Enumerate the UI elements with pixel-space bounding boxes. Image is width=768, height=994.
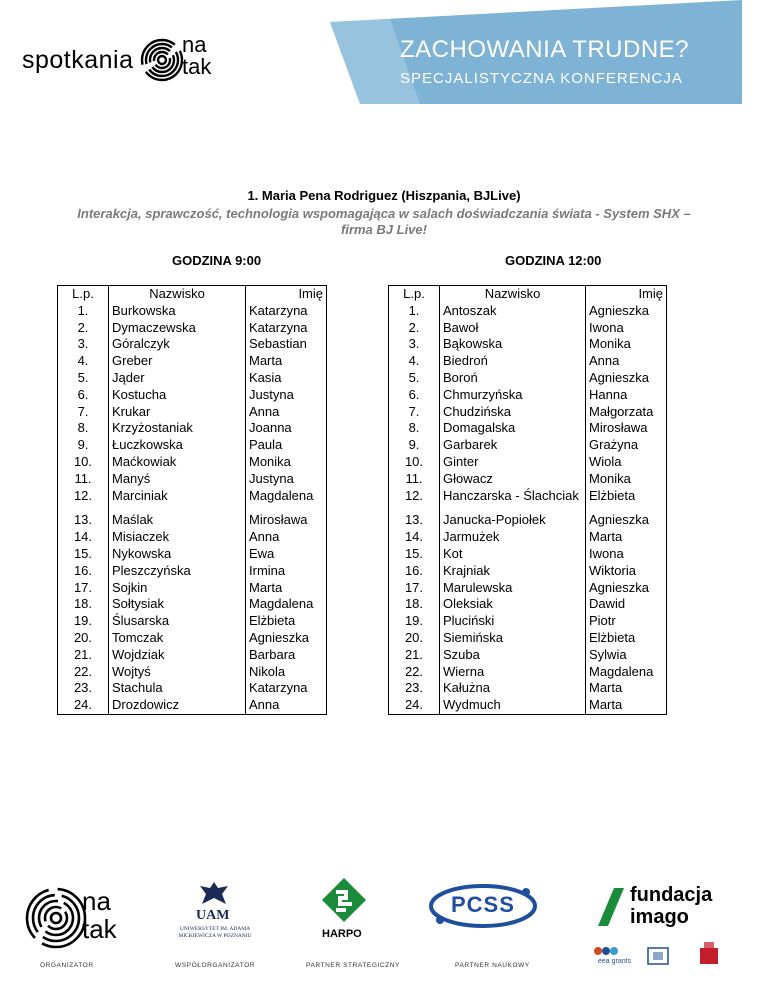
cell-surname: Jarmużek bbox=[440, 529, 586, 546]
cell-lp: 6. bbox=[58, 387, 109, 404]
conference-banner bbox=[330, 0, 742, 104]
cell-lp: 5. bbox=[58, 370, 109, 387]
table-row bbox=[389, 630, 667, 647]
cell-surname: Kostucha bbox=[109, 387, 246, 404]
cell-name: Mirosława bbox=[586, 420, 667, 437]
cell-name: Iwona bbox=[586, 546, 667, 563]
cell-surname: Kot bbox=[440, 546, 586, 563]
table-row bbox=[389, 404, 667, 421]
table-row bbox=[58, 353, 327, 370]
table-row bbox=[389, 420, 667, 437]
cell-surname: Nykowska bbox=[109, 546, 246, 563]
column-header-surname: Nazwisko bbox=[109, 286, 246, 303]
cell-name: Monika bbox=[246, 454, 327, 471]
logo-tak: tak bbox=[182, 54, 212, 79]
table-row bbox=[58, 488, 327, 505]
table-row bbox=[389, 336, 667, 353]
cell-lp: 1. bbox=[58, 303, 109, 320]
cell-surname: Oleksiak bbox=[440, 596, 586, 613]
table-row bbox=[389, 353, 667, 370]
table-row bbox=[58, 563, 327, 580]
banner-subtitle: SPECJALISTYCZNA KONFERENCJA bbox=[400, 70, 683, 87]
cell-name: Anna bbox=[586, 353, 667, 370]
cell-surname: Boroń bbox=[440, 370, 586, 387]
cell-name: Elżbieta bbox=[586, 630, 667, 647]
cell-lp: 13. bbox=[389, 512, 440, 529]
coorganizer-label: WSPÓŁORGANIZATOR bbox=[175, 962, 256, 969]
cell-lp: 19. bbox=[58, 613, 109, 630]
table-row bbox=[389, 680, 667, 697]
cell-name: Monika bbox=[586, 336, 667, 353]
cell-name: Monika bbox=[586, 471, 667, 488]
cell-surname: Kałużna bbox=[440, 680, 586, 697]
cell-name: Agnieszka bbox=[586, 370, 667, 387]
cell-name: Marta bbox=[246, 580, 327, 597]
cell-lp: 6. bbox=[389, 387, 440, 404]
eea-grants-icon bbox=[592, 944, 622, 958]
cell-surname: Bawoł bbox=[440, 320, 586, 337]
cell-surname: Siemińska bbox=[440, 630, 586, 647]
cell-name: Joanna bbox=[246, 420, 327, 437]
fingerprint-icon bbox=[140, 38, 184, 82]
cell-name: Katarzyna bbox=[246, 303, 327, 320]
pcss-name: PCSS bbox=[451, 892, 515, 917]
cell-lp: 3. bbox=[58, 336, 109, 353]
cell-name: Elżbieta bbox=[246, 613, 327, 630]
cell-lp: 24. bbox=[58, 697, 109, 714]
cell-lp: 17. bbox=[58, 580, 109, 597]
cell-name: Agnieszka bbox=[586, 303, 667, 320]
cell-surname: Krzyżostaniak bbox=[109, 420, 246, 437]
table-row bbox=[389, 303, 667, 320]
column-header-name: Imię bbox=[586, 286, 667, 303]
cell-lp: 7. bbox=[389, 404, 440, 421]
cell-surname: Ginter bbox=[440, 454, 586, 471]
table-row bbox=[389, 546, 667, 563]
cell-lp: 7. bbox=[58, 404, 109, 421]
table-row bbox=[58, 303, 327, 320]
table-row bbox=[58, 630, 327, 647]
organizer-na: na bbox=[82, 886, 111, 916]
cell-name: Irmina bbox=[246, 563, 327, 580]
cell-lp: 14. bbox=[58, 529, 109, 546]
table-row bbox=[389, 697, 667, 714]
cell-surname: Krukar bbox=[109, 404, 246, 421]
cell-lp: 13. bbox=[58, 512, 109, 529]
slash-icon bbox=[598, 888, 624, 926]
cell-name: Marta bbox=[586, 680, 667, 697]
cell-surname: Marciniak bbox=[109, 488, 246, 505]
cell-surname: Antoszak bbox=[440, 303, 586, 320]
cell-lp: 10. bbox=[389, 454, 440, 471]
cell-name: Agnieszka bbox=[586, 580, 667, 597]
cell-surname: Janucka-Popiołek bbox=[440, 512, 586, 529]
cell-lp: 23. bbox=[389, 680, 440, 697]
cell-lp: 3. bbox=[389, 336, 440, 353]
cell-surname: Sojkin bbox=[109, 580, 246, 597]
lecture-title: 1. Maria Pena Rodriguez (Hiszpania, BJLive) bbox=[247, 188, 521, 203]
table-row bbox=[389, 387, 667, 404]
cell-name: Iwona bbox=[586, 320, 667, 337]
cell-surname: Krajniak bbox=[440, 563, 586, 580]
cell-lp: 15. bbox=[389, 546, 440, 563]
cell-name: Kasia bbox=[246, 370, 327, 387]
cell-name: Anna bbox=[246, 529, 327, 546]
table-row bbox=[389, 488, 667, 505]
table-row bbox=[389, 471, 667, 488]
cell-lp: 5. bbox=[389, 370, 440, 387]
table-row bbox=[58, 680, 327, 697]
cell-surname: Tomczak bbox=[109, 630, 246, 647]
cell-surname: Manyś bbox=[109, 471, 246, 488]
cell-surname: Pleszczyńska bbox=[109, 563, 246, 580]
participants-table-9 bbox=[57, 285, 327, 715]
cell-surname: Głowacz bbox=[440, 471, 586, 488]
lecture-description: Interakcja, sprawczość, technologia wspomagająca w salach doświadczania świata - System SHX – firma BJ Live! bbox=[77, 206, 691, 237]
uam-eagle-icon bbox=[196, 880, 232, 908]
cell-surname: Marulewska bbox=[440, 580, 586, 597]
cell-surname: Wierna bbox=[440, 664, 586, 681]
table-row bbox=[58, 697, 327, 714]
group-separator bbox=[58, 504, 327, 512]
cell-surname: Maćkowiak bbox=[109, 454, 246, 471]
logo-text: spotkania bbox=[22, 46, 134, 74]
table-row bbox=[58, 320, 327, 337]
imago-text: imago bbox=[630, 906, 689, 928]
cell-lp: 9. bbox=[389, 437, 440, 454]
spotkania-na-tak-logo bbox=[22, 32, 232, 88]
cell-surname: Biedroń bbox=[440, 353, 586, 370]
cell-surname: Chmurzyńska bbox=[440, 387, 586, 404]
cell-name: Elżbieta bbox=[586, 488, 667, 505]
cell-name: Hanna bbox=[586, 387, 667, 404]
cell-surname: Góralczyk bbox=[109, 336, 246, 353]
cell-surname: Domagalska bbox=[440, 420, 586, 437]
partners-footer bbox=[0, 870, 768, 994]
fundacja-batorego-icon bbox=[646, 946, 670, 966]
cell-name: Marta bbox=[586, 697, 667, 714]
participants-table-12 bbox=[388, 285, 667, 715]
logo-na: na bbox=[182, 32, 207, 57]
cell-lp: 1. bbox=[389, 303, 440, 320]
cell-surname: Wojtyś bbox=[109, 664, 246, 681]
cell-surname: Szuba bbox=[440, 647, 586, 664]
cell-surname: Sołtysiak bbox=[109, 596, 246, 613]
cell-lp: 2. bbox=[389, 320, 440, 337]
cell-lp: 19. bbox=[389, 613, 440, 630]
table-row bbox=[58, 471, 327, 488]
table-row bbox=[58, 420, 327, 437]
cell-surname: Dymaczewska bbox=[109, 320, 246, 337]
organizer-tak: tak bbox=[82, 914, 117, 944]
cell-lp: 17. bbox=[389, 580, 440, 597]
table-row bbox=[58, 387, 327, 404]
cell-lp: 11. bbox=[389, 471, 440, 488]
cell-lp: 14. bbox=[389, 529, 440, 546]
column-header-lp: L.p. bbox=[58, 286, 109, 303]
table-row bbox=[58, 596, 327, 613]
cell-name: Agnieszka bbox=[246, 630, 327, 647]
cell-lp: 24. bbox=[389, 697, 440, 714]
table-row bbox=[389, 454, 667, 471]
science-partner-label: PARTNER NAUKOWY bbox=[455, 962, 530, 969]
table-row bbox=[389, 580, 667, 597]
cell-name: Magdalena bbox=[586, 664, 667, 681]
cell-name: Agnieszka bbox=[586, 512, 667, 529]
cell-name: Małgorzata bbox=[586, 404, 667, 421]
banner-title: ZACHOWANIA TRUDNE? bbox=[400, 36, 690, 63]
cell-lp: 9. bbox=[58, 437, 109, 454]
cell-name: Dawid bbox=[586, 596, 667, 613]
cell-name: Paula bbox=[246, 437, 327, 454]
organizer-label: ORGANIZATOR bbox=[40, 962, 94, 969]
cell-lp: 18. bbox=[389, 596, 440, 613]
uam-name: UAM bbox=[196, 908, 230, 923]
harpo-logo-icon bbox=[322, 878, 366, 928]
session-time-1: GODZINA 9:00 bbox=[172, 253, 262, 268]
cell-name: Marta bbox=[246, 353, 327, 370]
uam-text: UNIWERSYTET IM. ADAMA MICKIEWICZA W POZNANIU bbox=[178, 926, 252, 939]
cell-surname: Chudzińska bbox=[440, 404, 586, 421]
cell-surname: Wojdziak bbox=[109, 647, 246, 664]
cell-lp: 2. bbox=[58, 320, 109, 337]
table-row bbox=[389, 370, 667, 387]
cell-lp: 21. bbox=[58, 647, 109, 664]
cell-surname: Greber bbox=[109, 353, 246, 370]
cell-lp: 8. bbox=[58, 420, 109, 437]
fundacja-text: fundacja bbox=[630, 884, 713, 906]
cell-lp: 12. bbox=[58, 488, 109, 505]
cell-lp: 18. bbox=[58, 596, 109, 613]
cell-name: Grażyna bbox=[586, 437, 667, 454]
table-row bbox=[389, 613, 667, 630]
table-row bbox=[58, 546, 327, 563]
cell-lp: 16. bbox=[58, 563, 109, 580]
session-time-2: GODZINA 12:00 bbox=[505, 253, 602, 268]
cell-name: Justyna bbox=[246, 471, 327, 488]
table-row bbox=[389, 437, 667, 454]
cell-name: Sebastian bbox=[246, 336, 327, 353]
cell-lp: 22. bbox=[389, 664, 440, 681]
cell-lp: 8. bbox=[389, 420, 440, 437]
cell-name: Magdalena bbox=[246, 596, 327, 613]
cell-lp: 15. bbox=[58, 546, 109, 563]
group-separator bbox=[389, 504, 667, 512]
table-row bbox=[58, 370, 327, 387]
cell-name: Nikola bbox=[246, 664, 327, 681]
table-row bbox=[389, 320, 667, 337]
cell-surname: Maślak bbox=[109, 512, 246, 529]
cell-lp: 4. bbox=[389, 353, 440, 370]
table-row bbox=[58, 664, 327, 681]
column-header-surname: Nazwisko bbox=[440, 286, 586, 303]
table-row bbox=[58, 512, 327, 529]
table-row bbox=[389, 596, 667, 613]
column-header-name: Imię bbox=[246, 286, 327, 303]
cell-surname: Garbarek bbox=[440, 437, 586, 454]
cell-lp: 21. bbox=[389, 647, 440, 664]
cell-surname: Bąkowska bbox=[440, 336, 586, 353]
cell-surname: Jąder bbox=[109, 370, 246, 387]
strategic-partner-label: PARTNER STRATEGICZNY bbox=[306, 962, 400, 969]
red-sponsor-icon bbox=[698, 942, 720, 968]
table-row bbox=[389, 647, 667, 664]
column-header-lp: L.p. bbox=[389, 286, 440, 303]
cell-surname: Stachula bbox=[109, 680, 246, 697]
table-row bbox=[389, 529, 667, 546]
cell-name: Marta bbox=[586, 529, 667, 546]
cell-name: Piotr bbox=[586, 613, 667, 630]
cell-surname: Ślusarska bbox=[109, 613, 246, 630]
cell-lp: 22. bbox=[58, 664, 109, 681]
cell-name: Anna bbox=[246, 404, 327, 421]
table-row bbox=[58, 454, 327, 471]
cell-surname: Hanczarska - Ślachciak bbox=[440, 488, 586, 505]
cell-lp: 4. bbox=[58, 353, 109, 370]
table-row bbox=[58, 580, 327, 597]
eea-grants-text: eea grants bbox=[598, 958, 632, 965]
harpo-name: HARPO bbox=[322, 928, 362, 940]
cell-name: Ewa bbox=[246, 546, 327, 563]
cell-surname: Burkowska bbox=[109, 303, 246, 320]
table-row bbox=[389, 563, 667, 580]
cell-name: Anna bbox=[246, 697, 327, 714]
cell-surname: Pluciński bbox=[440, 613, 586, 630]
table-row bbox=[58, 613, 327, 630]
cell-lp: 10. bbox=[58, 454, 109, 471]
cell-name: Wiola bbox=[586, 454, 667, 471]
cell-surname: Drozdowicz bbox=[109, 697, 246, 714]
cell-name: Magdalena bbox=[246, 488, 327, 505]
cell-name: Katarzyna bbox=[246, 680, 327, 697]
cell-name: Katarzyna bbox=[246, 320, 327, 337]
table-row bbox=[58, 529, 327, 546]
cell-name: Justyna bbox=[246, 387, 327, 404]
cell-name: Sylwia bbox=[586, 647, 667, 664]
cell-lp: 23. bbox=[58, 680, 109, 697]
cell-name: Barbara bbox=[246, 647, 327, 664]
table-row bbox=[58, 336, 327, 353]
cell-name: Wiktoria bbox=[586, 563, 667, 580]
cell-surname: Misiaczek bbox=[109, 529, 246, 546]
cell-lp: 20. bbox=[58, 630, 109, 647]
cell-name: Mirosława bbox=[246, 512, 327, 529]
table-row bbox=[58, 437, 327, 454]
table-row bbox=[389, 512, 667, 529]
cell-lp: 11. bbox=[58, 471, 109, 488]
table-row bbox=[389, 664, 667, 681]
cell-lp: 16. bbox=[389, 563, 440, 580]
cell-surname: Łuczkowska bbox=[109, 437, 246, 454]
cell-lp: 20. bbox=[389, 630, 440, 647]
cell-lp: 12. bbox=[389, 488, 440, 505]
cell-surname: Wydmuch bbox=[440, 697, 586, 714]
table-row bbox=[58, 647, 327, 664]
table-row bbox=[58, 404, 327, 421]
